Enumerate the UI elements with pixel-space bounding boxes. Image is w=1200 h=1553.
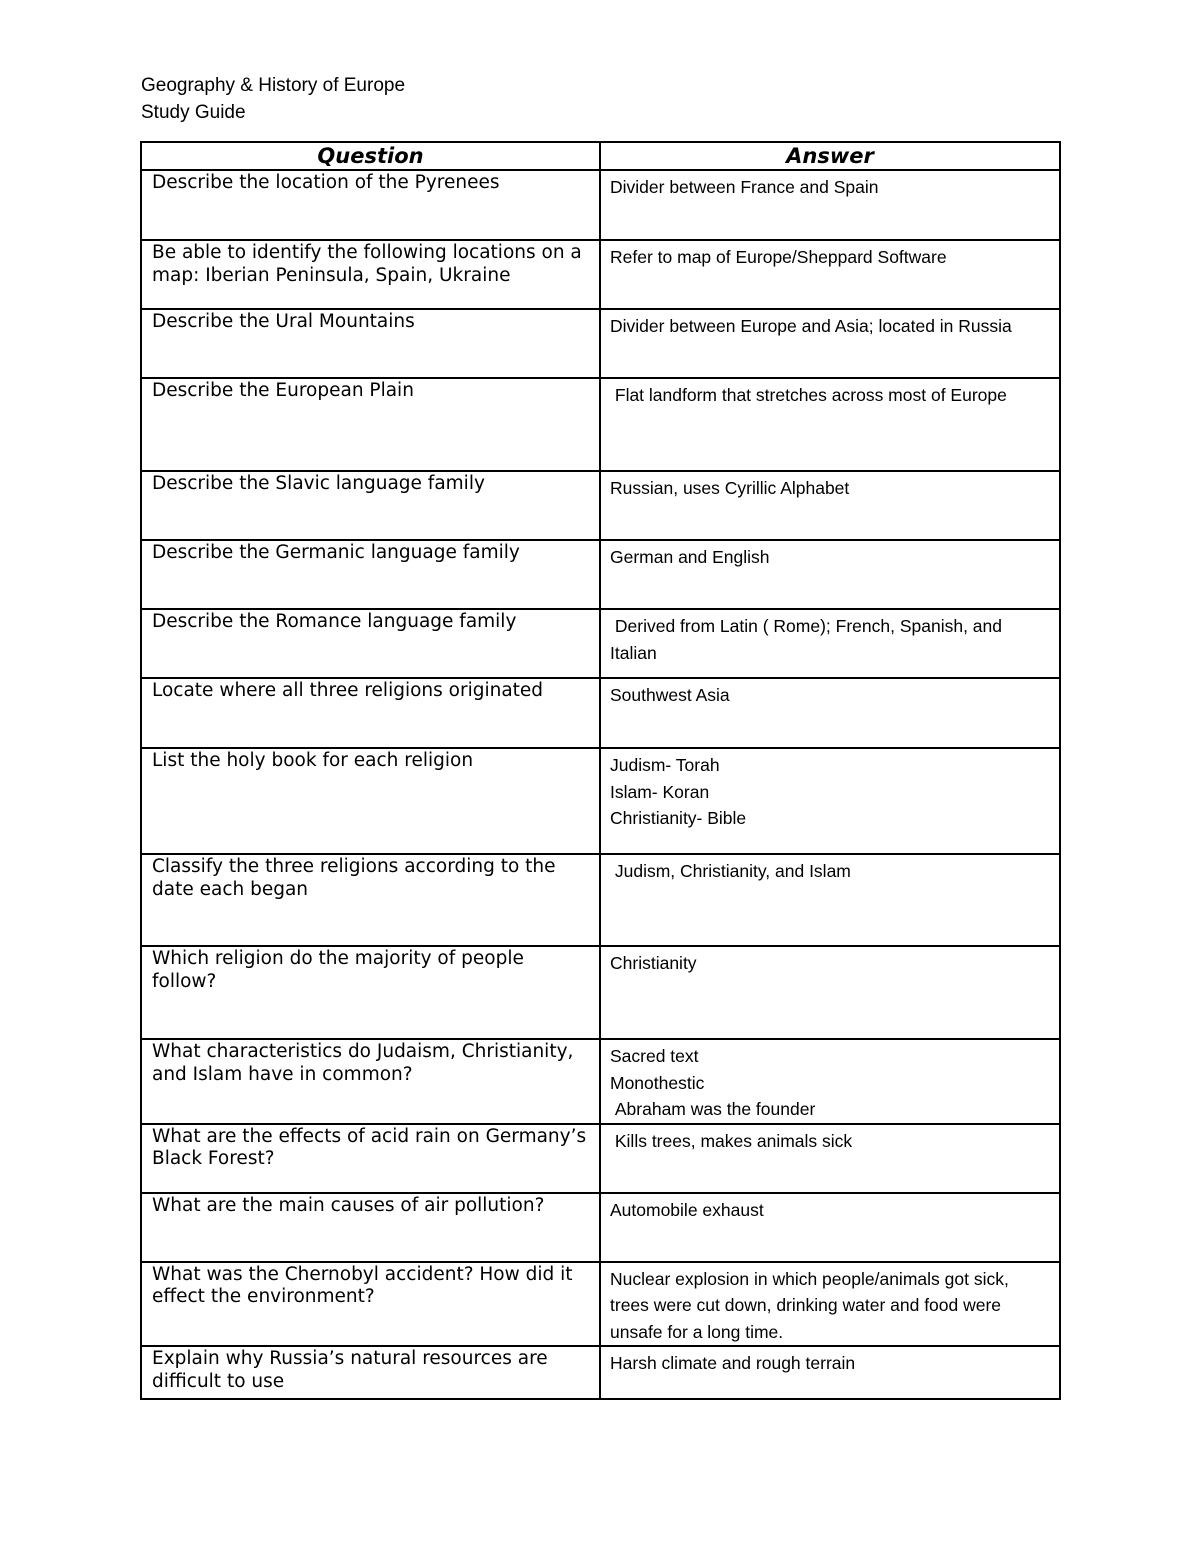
- answer-cell: [600, 1346, 1060, 1399]
- question-cell: Describe the European Plain: [141, 378, 600, 471]
- question-cell: Explain why Russia’s natural resources are difficult to use: [141, 1346, 600, 1399]
- answer-cell: [600, 240, 1060, 309]
- answer-line: Derived from Latin ( Rome); French, Spanish, and Italian: [610, 616, 1007, 663]
- answer-line: Automobile exhaust: [610, 1199, 764, 1220]
- question-cell: List the holy book for each religion: [141, 748, 600, 854]
- table-row: [141, 1124, 1060, 1193]
- answer-cell: [600, 471, 1060, 540]
- document-subtitle: Study Guide: [141, 102, 246, 123]
- question-cell: Which religion do the majority of people follow?: [141, 946, 600, 1039]
- answer-line: Islam- Koran: [610, 781, 710, 802]
- question-cell: What are the effects of acid rain on Germany’s Black Forest?: [141, 1124, 600, 1193]
- question-cell: What was the Chernobyl accident? How did it effect the environment?: [141, 1262, 600, 1347]
- question-cell: Describe the Ural Mountains: [141, 309, 600, 378]
- question-cell: What characteristics do Judaism, Christianity, and Islam have in common?: [141, 1039, 600, 1124]
- answer-cell: [600, 609, 1060, 678]
- table-row: [141, 1262, 1060, 1347]
- answer-cell: [600, 309, 1060, 378]
- answer-column-header: Answer: [600, 142, 1060, 170]
- document-title: Geography & History of Europe: [141, 75, 406, 96]
- answer-cell: [600, 854, 1060, 946]
- answer-cell: [600, 1124, 1060, 1193]
- question-cell: What are the main causes of air pollution?: [141, 1193, 600, 1262]
- table-row: [141, 1193, 1060, 1262]
- question-cell: Be able to identify the following locations on a map: Iberian Peninsula, Spain, Ukraine: [141, 240, 600, 309]
- question-cell: Classify the three religions according to the date each began: [141, 854, 600, 946]
- answer-line: Refer to map of Europe/Sheppard Software: [610, 247, 947, 267]
- table-row: [141, 748, 1060, 854]
- question-cell: Describe the Germanic language family: [141, 540, 600, 609]
- table-row: [141, 240, 1060, 309]
- table-row: [141, 471, 1060, 540]
- table-row: [141, 309, 1060, 378]
- table-header-row: [141, 142, 1060, 170]
- answer-cell: [600, 946, 1060, 1039]
- table-row: [141, 609, 1060, 678]
- answer-line: Judism, Christianity, and Islam: [610, 861, 851, 881]
- study-guide-table: [140, 141, 1061, 1400]
- table-row: [141, 946, 1060, 1039]
- answer-line: Flat landform that stretches across most of Europe: [610, 385, 1007, 405]
- answer-cell: [600, 1039, 1060, 1124]
- answer-line: Abraham was the founder: [610, 1099, 816, 1119]
- table-body: [141, 170, 1060, 1399]
- answer-line: Monothestic: [610, 1072, 705, 1093]
- question-cell: Locate where all three religions originated: [141, 678, 600, 748]
- answer-line: Sacred text: [610, 1046, 699, 1066]
- question-cell: Describe the Romance language family: [141, 609, 600, 678]
- table-row: [141, 1346, 1060, 1399]
- table-row: [141, 1039, 1060, 1124]
- answer-cell: [600, 678, 1060, 748]
- table-row: [141, 378, 1060, 471]
- answer-line: Christianity- Bible: [610, 808, 747, 828]
- answer-line: Southwest Asia: [610, 685, 730, 705]
- answer-line: Nuclear explosion in which people/animals got sick, trees were cut down, drinking water and food were unsafe for a long time.: [610, 1268, 1014, 1342]
- table-row: [141, 170, 1060, 240]
- table-row: [141, 540, 1060, 609]
- answer-cell: [600, 378, 1060, 471]
- answer-line: Russian, uses Cyrillic Alphabet: [610, 478, 850, 498]
- table-row: [141, 854, 1060, 946]
- answer-cell: [600, 540, 1060, 609]
- answer-line: Christianity: [610, 953, 697, 973]
- answer-line: Kills trees, makes animals sick: [610, 1130, 853, 1151]
- table-row: [141, 678, 1060, 748]
- answer-line: Harsh climate and rough terrain: [610, 1353, 856, 1373]
- question-cell: Describe the Slavic language family: [141, 471, 600, 540]
- answer-cell: [600, 170, 1060, 240]
- answer-line: Judism- Torah: [610, 755, 720, 775]
- answer-line: German and English: [610, 547, 770, 567]
- question-column-header: Question: [141, 142, 600, 170]
- question-cell: Describe the location of the Pyrenees: [141, 170, 600, 240]
- answer-cell: [600, 748, 1060, 854]
- answer-cell: [600, 1193, 1060, 1262]
- answer-line: Divider between France and Spain: [610, 177, 879, 197]
- document-header: [141, 72, 405, 126]
- answer-cell: [600, 1262, 1060, 1347]
- answer-line: Divider between Europe and Asia; located in Russia: [610, 316, 1012, 336]
